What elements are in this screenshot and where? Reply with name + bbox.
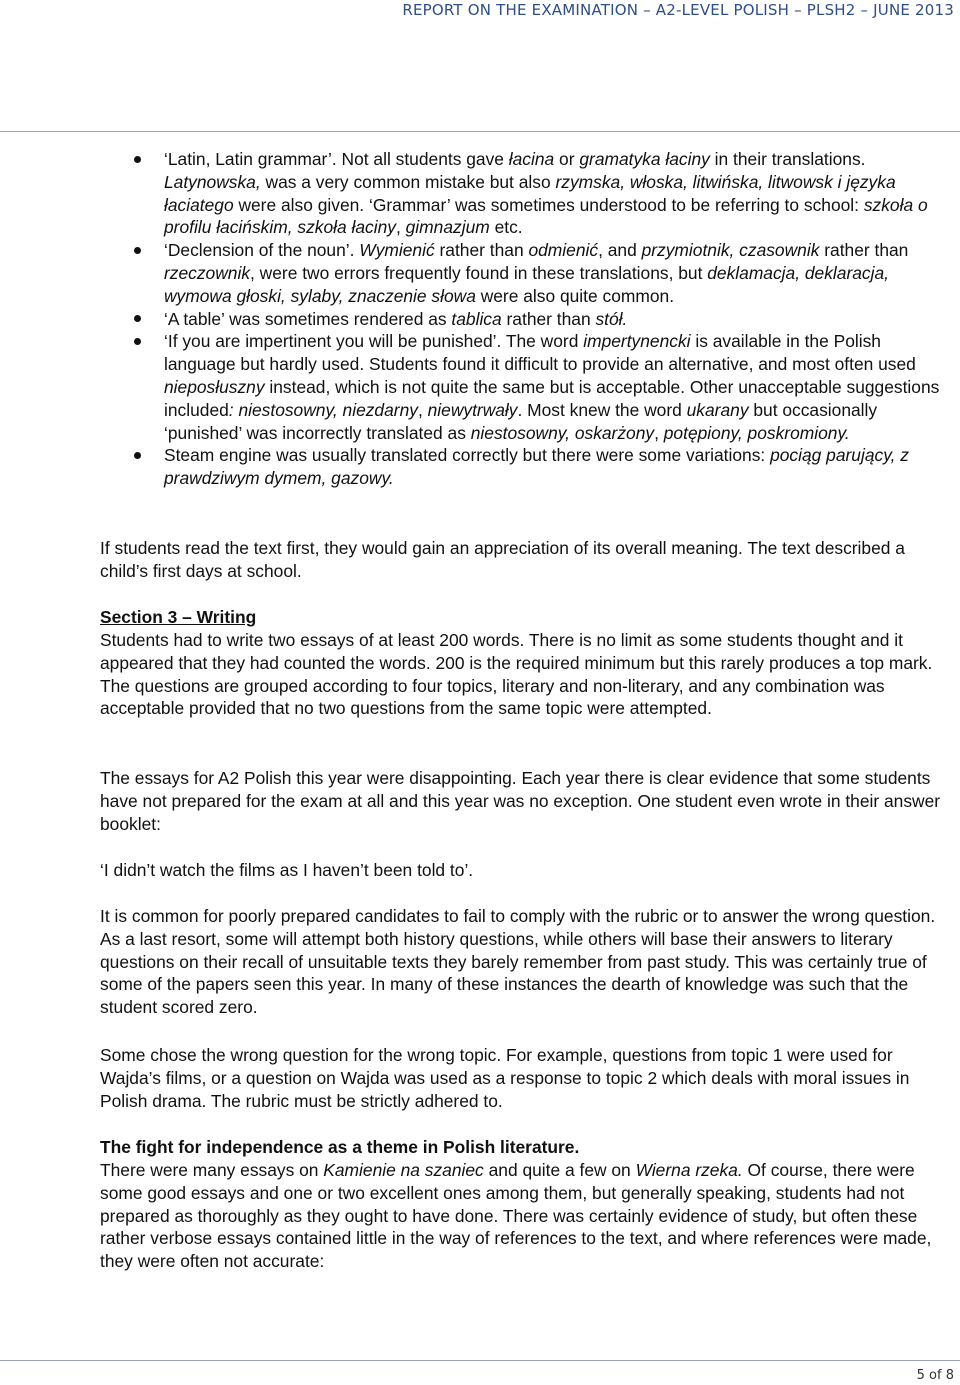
polish-term: stół. xyxy=(595,308,628,329)
note-text: rather than xyxy=(434,240,529,261)
note-text: were also quite common. xyxy=(475,285,675,306)
book-title-wierna-rzeka: Wierna rzeka. xyxy=(635,1160,743,1180)
note-text: , xyxy=(417,399,428,420)
header-divider xyxy=(0,131,960,132)
paragraph-section3: Students had to write two essays of at least 200 words. There is no limit as some students thought and it appeared that they had counted the words. 200 is the required minimum but this rarely produces a top mark. The questions are grouped according to four topics, literary and non-literary, and any combination was acceptable provided that no two questions from the same topic were attempted. xyxy=(100,630,933,719)
page-number: 5 of 8 xyxy=(916,1368,954,1383)
note-text: is available in the Polish language but hardly used. Students found it difficult to provide an alternative, and most often used xyxy=(164,331,916,375)
note-text: were also given. ‘Grammar’ was sometimes understood to be referring to school: xyxy=(233,194,864,215)
list-item xyxy=(164,330,950,444)
polish-term: gimnazjum xyxy=(405,217,490,238)
list-item xyxy=(164,308,950,331)
section-heading: Section 3 – Writing xyxy=(100,607,257,627)
polish-term: rzeczownik xyxy=(164,262,251,283)
header-title: REPORT ON THE EXAMINATION – A2-LEVEL POLISH – PLSH2 – JUNE 2013 xyxy=(402,1,954,19)
note-text: , xyxy=(654,422,664,443)
polish-term: odmienić xyxy=(528,240,599,261)
book-title-kamienie: Kamienie na szaniec xyxy=(323,1160,484,1180)
note-text: in their translations. xyxy=(709,149,866,169)
polish-term: Wymienić xyxy=(359,240,435,261)
polish-term: tablica xyxy=(451,308,502,329)
polish-term: potępiony, poskromiony. xyxy=(663,422,850,443)
polish-term: Latynowska, xyxy=(164,171,261,192)
polish-term: niewytrwały xyxy=(427,399,518,420)
note-text: instead, which is not quite the same but is acceptable. Other unacceptable suggestions included xyxy=(164,376,940,420)
note-text: rather than xyxy=(501,308,596,329)
note-text: rather than xyxy=(819,240,909,261)
independence-text-2: and quite a few on xyxy=(483,1160,636,1180)
independence-text-3: Of course, there were some good essays and one or two excellent ones among them, but generally speaking, students had not prepared as thoroughly as they ought to have done. There was certainly evidence of study, but often these rather verbose essays contained little in the way of references to the text, and where references were made, they were often not accurate: xyxy=(100,1160,932,1272)
note-text: ‘Latin, Latin grammar’. Not all students gave xyxy=(164,149,509,169)
note-text: etc. xyxy=(489,217,523,238)
list-item xyxy=(164,239,950,307)
polish-term: nieposłuszny xyxy=(164,376,265,397)
polish-term: ukarany xyxy=(686,399,749,420)
note-text: was a very common mistake but also xyxy=(260,171,556,192)
report-header xyxy=(0,0,960,22)
paragraph-poorly-prepared: It is common for poorly prepared candidates to fail to comply with the rubric or to answer the wrong question. As a last resort, some will attempt both history questions, while others will base their answers to literary questions on their recall of unsuitable texts they barely remember from past study. This was certainly true of some of the papers seen this year. In many of these instances the dearth of knowledge was such that the student scored zero. xyxy=(100,906,936,1018)
polish-term: rzymska, włoska, litwińska, litwowsk i języka łaciatego xyxy=(164,171,896,215)
list-item xyxy=(164,444,950,490)
note-text: ‘If you are impertinent you will be punished’. The word xyxy=(164,331,584,352)
note-text: or xyxy=(554,149,580,169)
translation-notes-list xyxy=(100,148,950,490)
theme-heading: The fight for independence as a theme in Polish literature. xyxy=(100,1137,580,1157)
paragraph-independence xyxy=(100,1159,955,1273)
note-text: but occasionally ‘punished’ was incorrectly translated as xyxy=(164,399,878,443)
paragraph-essays: The essays for A2 Polish this year were disappointing. Each year there is clear evidence that some students have not prepared for the exam at all and this year was no exception. One student even wrote in their answer booklet: xyxy=(100,768,941,834)
note-text: , and xyxy=(598,240,642,261)
paragraph-overview: If students read the text first, they would gain an appreciation of its overall meaning. The text described a child’s first days at school. xyxy=(100,538,905,581)
polish-term: deklamacja, deklaracja, wymowa głoski, sylaby, znaczenie słowa xyxy=(164,262,889,306)
footer-divider xyxy=(0,1360,960,1361)
polish-term: impertynencki xyxy=(583,331,691,352)
polish-term: szkoła o profilu łacińskim, szkoła łaciny xyxy=(164,194,928,238)
note-text: ‘Declension of the noun’. xyxy=(164,240,360,261)
polish-term: gramatyka łaciny xyxy=(579,149,710,169)
paragraph-wrong-question: Some chose the wrong question for the wrong topic. For example, questions from topic 1 were used for Wajda’s films, or a question on Wajda was used as a response to topic 2 which deals with moral issues in Polish drama. The rubric must be strictly adhered to. xyxy=(100,1045,910,1111)
polish-term: niestosowny, oskarżony xyxy=(470,422,655,443)
note-text: , were two errors frequently found in these translations, but xyxy=(250,262,708,283)
note-text: . Most knew the word xyxy=(517,399,687,420)
student-quote: ‘I didn’t watch the films as I haven’t been told to’. xyxy=(100,860,474,880)
list-item xyxy=(164,148,950,239)
note-text: ‘A table’ was sometimes rendered as xyxy=(164,308,452,329)
polish-term: : niestosowny, niezdarny xyxy=(228,399,418,420)
note-text: , xyxy=(395,217,406,238)
polish-term: przymiotnik, czasownik xyxy=(641,240,820,261)
independence-text-1: There were many essays on xyxy=(100,1160,324,1180)
polish-term: pociąg parujący, z prawdziwym dymem, gazowy. xyxy=(164,445,909,489)
polish-term: łacina xyxy=(508,149,555,169)
note-text: Steam engine was usually translated correctly but there were some variations: xyxy=(164,445,771,466)
